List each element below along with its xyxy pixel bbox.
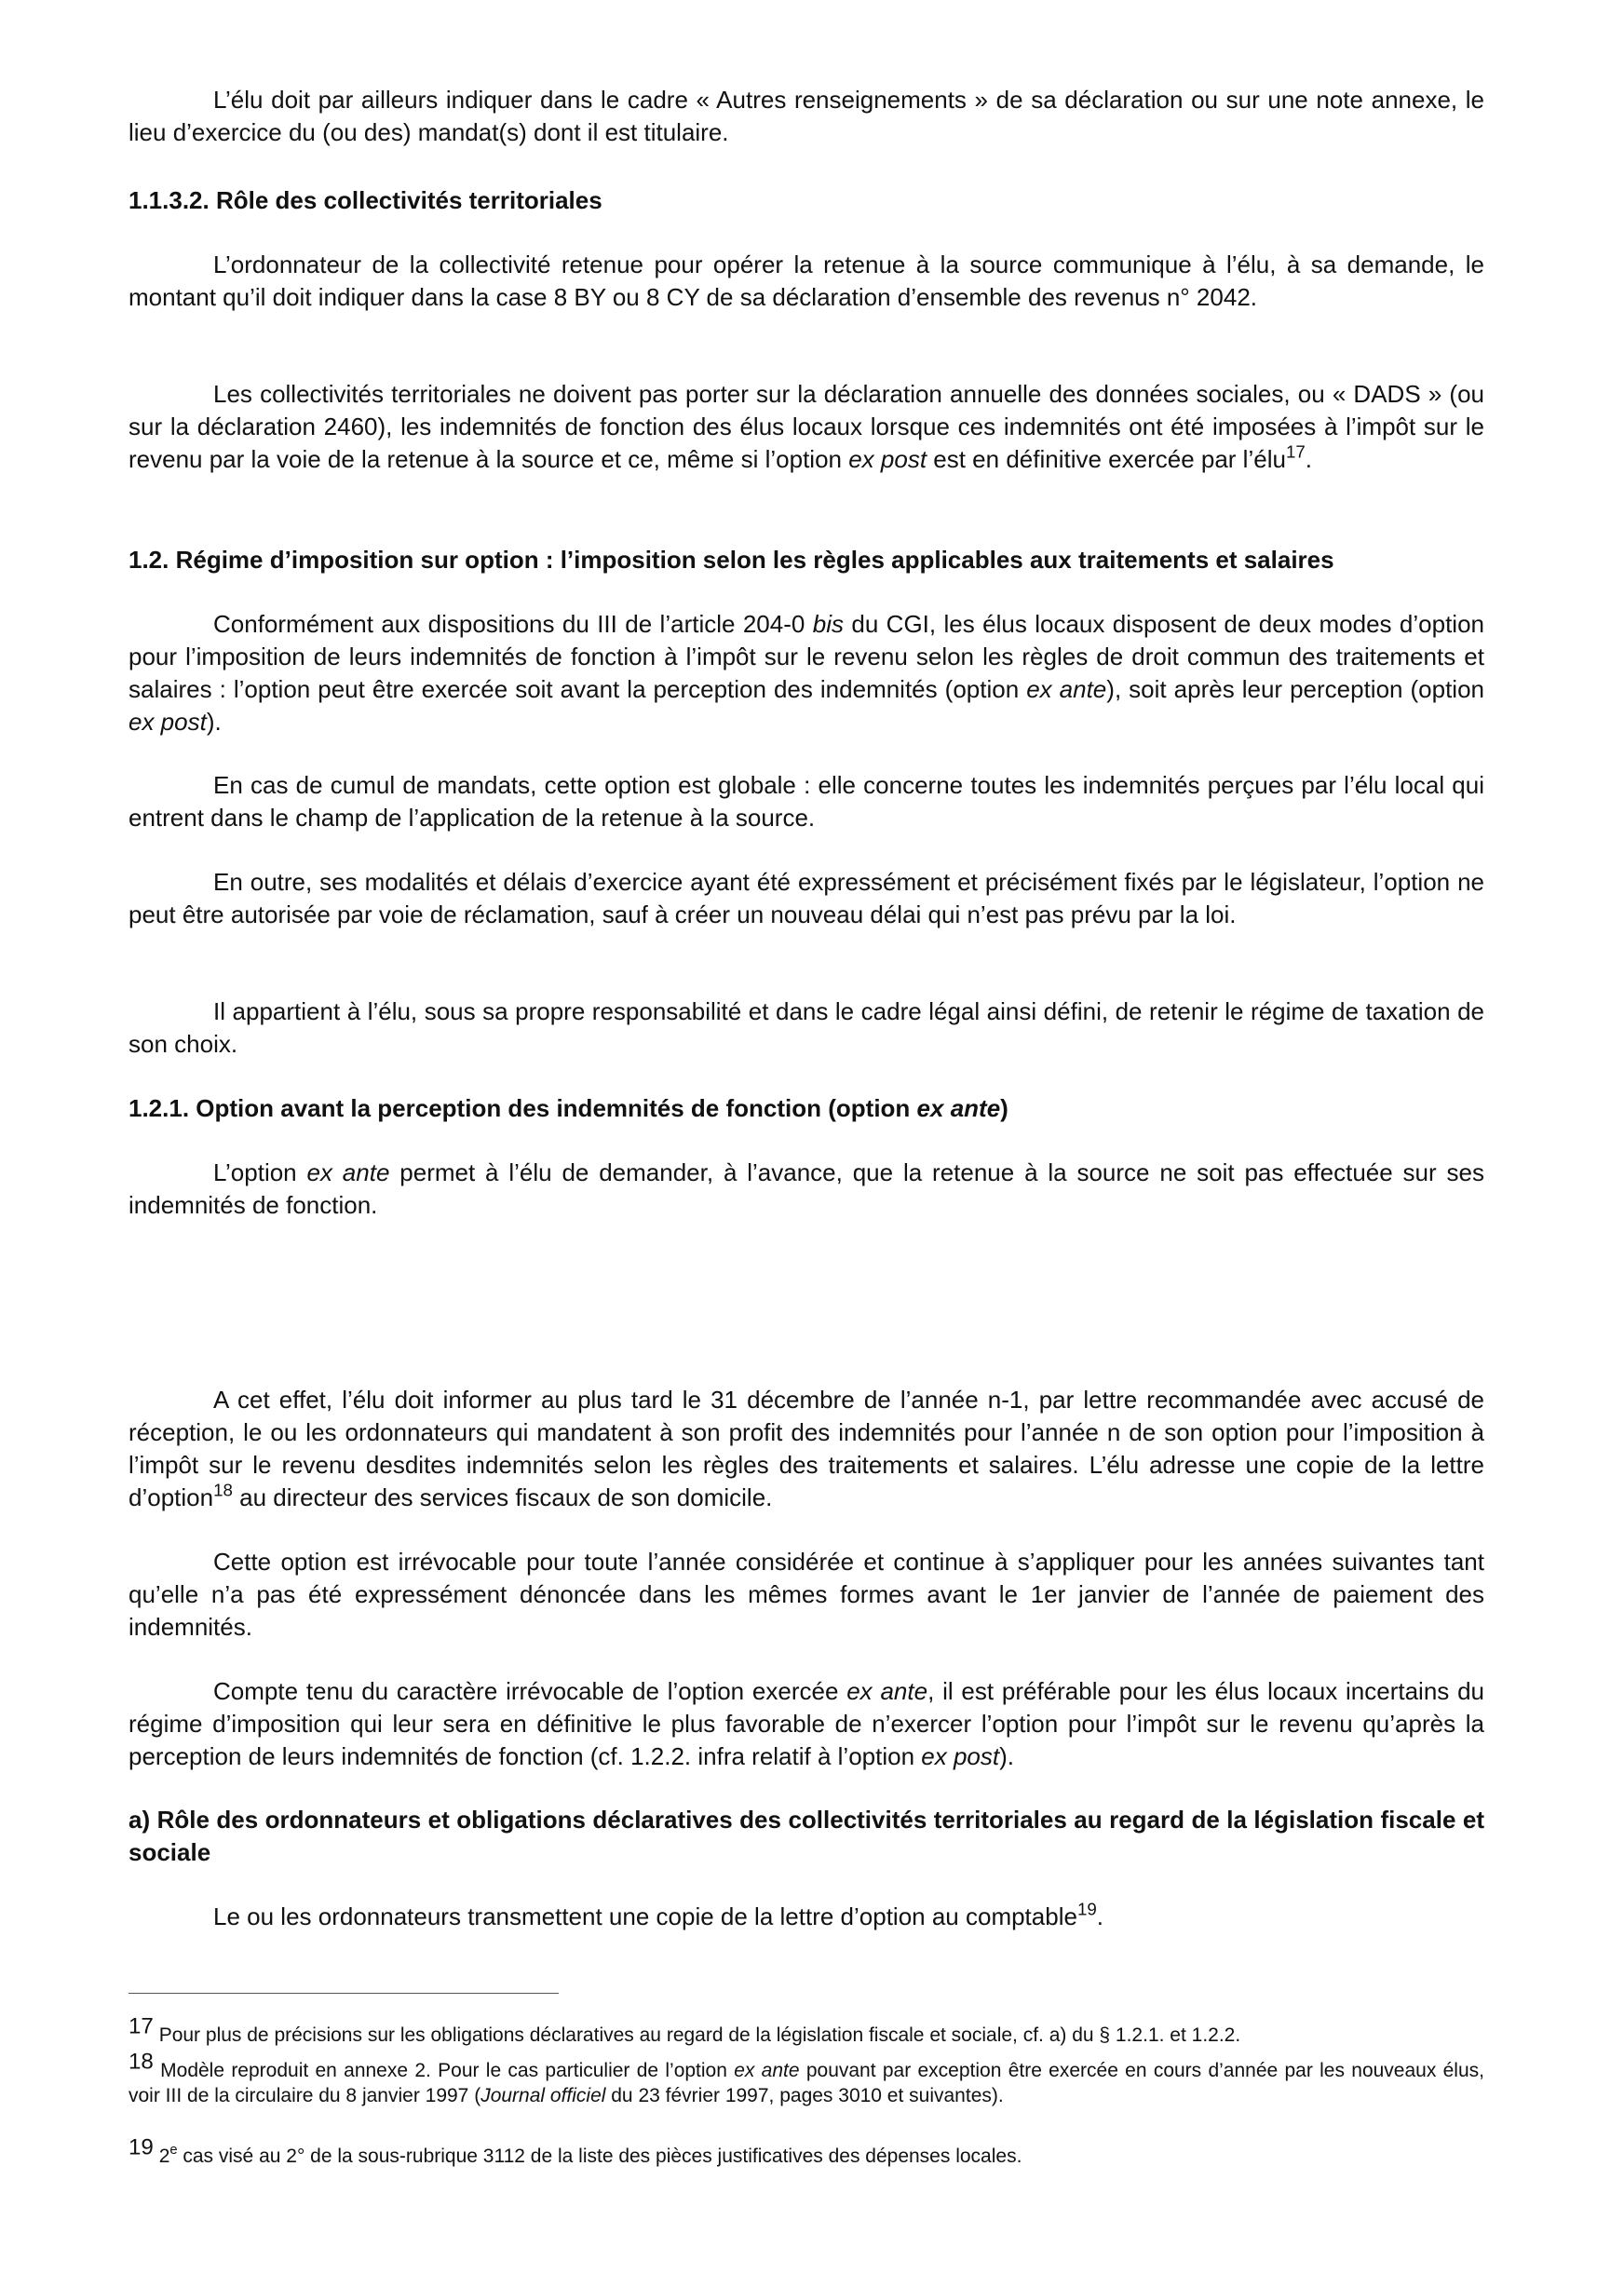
footnote-17: $^{17}$ Pour plus de précisions sur les obligations déclaratives au regard de la législation fiscale et sociale, cf. a) du § 1.2.1. et 1.2.2. xyxy=(129,2013,1241,2046)
paragraph-copie-lettre-option: Le ou les ordonnateurs transmettent une copie de la lettre d’option au comptable$^{19}$. xyxy=(213,1899,1103,1930)
paragraph-irrevocable: Cette option est irrévocable pour toute l’année considérée et continue à s’appliquer pour les années suivantes tant qu’elle n’a pas été expressément dénoncée dans les mêmes formes avant le 1er janvier de l’année de paiement des indemnités. xyxy=(129,1548,1484,1641)
heading-1-2: 1.2. Régime d’imposition sur option : l’imposition selon les règles applicables aux traitements et salaires xyxy=(129,546,1334,574)
paragraph-autres-renseignements: L’élu doit par ailleurs indiquer dans le cadre « Autres renseignements » de sa déclaration ou sur une note annexe, le lieu d’exercice du (ou des) mandat(s) dont il est titulaire. xyxy=(129,86,1484,146)
paragraph-dads: Les collectivités territoriales ne doivent pas porter sur la déclaration annuelle des données sociales, ou « DADS » (ou sur la déclaration 2460), les indemnités de fonction des élus locaux lorsque ces indemnités ont été imposées à l’impôt sur le revenu par la voie de la retenue à la source et ce, même si l’option ex post est en définitive exercée par l’élu$^{17}$. xyxy=(129,380,1484,473)
heading-1-1-3-2: 1.1.3.2. Rôle des collectivités territoriales xyxy=(129,186,602,214)
paragraph-en-outre: En outre, ses modalités et délais d’exercice ayant été expressément et précisément fixés par le législateur, l’option ne peut être autorisée par voie de réclamation, sauf à créer un nouveau délai qui n’est pas prévu par la loi. xyxy=(129,868,1484,928)
paragraph-conformement: Conformément aux dispositions du III de l’article 204-0 bis du CGI, les élus locaux disposent de deux modes d’option pour l’imposition de leurs indemnités de fonction à l’impôt sur le revenu selon les règles de droit commun des traitements et salaires : l’option peut être exercée soit avant la perception des indemnités (option ex ante), soit après leur perception (option ex post). xyxy=(129,610,1485,736)
footnote-ref-19: 19 xyxy=(1076,1899,1097,1919)
footnote-ref-17: 17 xyxy=(1285,441,1306,462)
paragraph-ordonnateur-communique: L’ordonnateur de la collectivité retenue pour opérer la retenue à la source communique à l’élu, à sa demande, le montant qu’il doit indiquer dans la case 8 BY ou 8 CY de sa déclaration d’ensemble des revenus n° 2042. xyxy=(129,250,1484,311)
paragraph-il-appartient: Il appartient à l’élu, sous sa propre responsabilité et dans le cadre légal ainsi défini, de retenir le régime de taxation de son choix. xyxy=(129,997,1484,1058)
footnote-divider xyxy=(129,1993,559,1994)
paragraph-compte-tenu: Compte tenu du caractère irrévocable de l’option exercée ex ante, il est préférable pour les élus locaux incertains du régime d’imposition qui leur sera en définitive le plus favorable de n’exercer l’option pour l’impôt sur le revenu qu’après la perception de leurs indemnités de fonction (cf. 1.2.2. infra relatif à l’option ex post). xyxy=(129,1677,1484,1770)
heading-1-2-1: 1.2.1. Option avant la perception des indemnités de fonction (option ex ante) xyxy=(129,1094,1008,1122)
footnote-19: $^{19}$ 2e cas visé au 2° de la sous-rubrique 3112 de la liste des pièces justificatives des dépenses locales. xyxy=(129,2134,1022,2167)
heading-a-role-ordonnateurs: a) Rôle des ordonnateurs et obligations déclaratives des collectivités territoriales au regard de la législation fiscale et sociale xyxy=(129,1806,1484,1866)
paragraph-cumul-mandats: En cas de cumul de mandats, cette option est globale : elle concerne toutes les indemnités perçues par l’élu local qui entrent dans le champ de l’application de la retenue à la source. xyxy=(129,771,1484,832)
paragraph-option-ex-ante: L’option ex ante permet à l’élu de demander, à l’avance, que la retenue à la source ne soit pas effectuée sur ses indemnités de fonction. xyxy=(129,1158,1484,1219)
paragraph-a-cet-effet: A cet effet, l’élu doit informer au plus tard le 31 décembre de l’année n-1, par lettre recommandée avec accusé de réception, le ou les ordonnateurs qui mandatent à son profit des indemnités pour l’année n de son option pour l’imposition à l’impôt sur le revenu desdites indemnités selon les règles des traitements et salaires. L’élu adresse une copie de la lettre d’option$^{18}$ au directeur des services fiscaux de son domicile. xyxy=(129,1386,1484,1511)
footnote-ref-18: 18 xyxy=(213,1480,233,1500)
footnote-18: $^{18}$ Modèle reproduit en annexe 2. Pour le cas particulier de l’option ex ante pouvant par exception être exercée en cours d’année par les nouveaux élus, voir III de la circulaire du 8 janvier 1997 (Journal officiel du 23 février 1997, pages 3010 et suivantes). xyxy=(129,2049,1484,2106)
